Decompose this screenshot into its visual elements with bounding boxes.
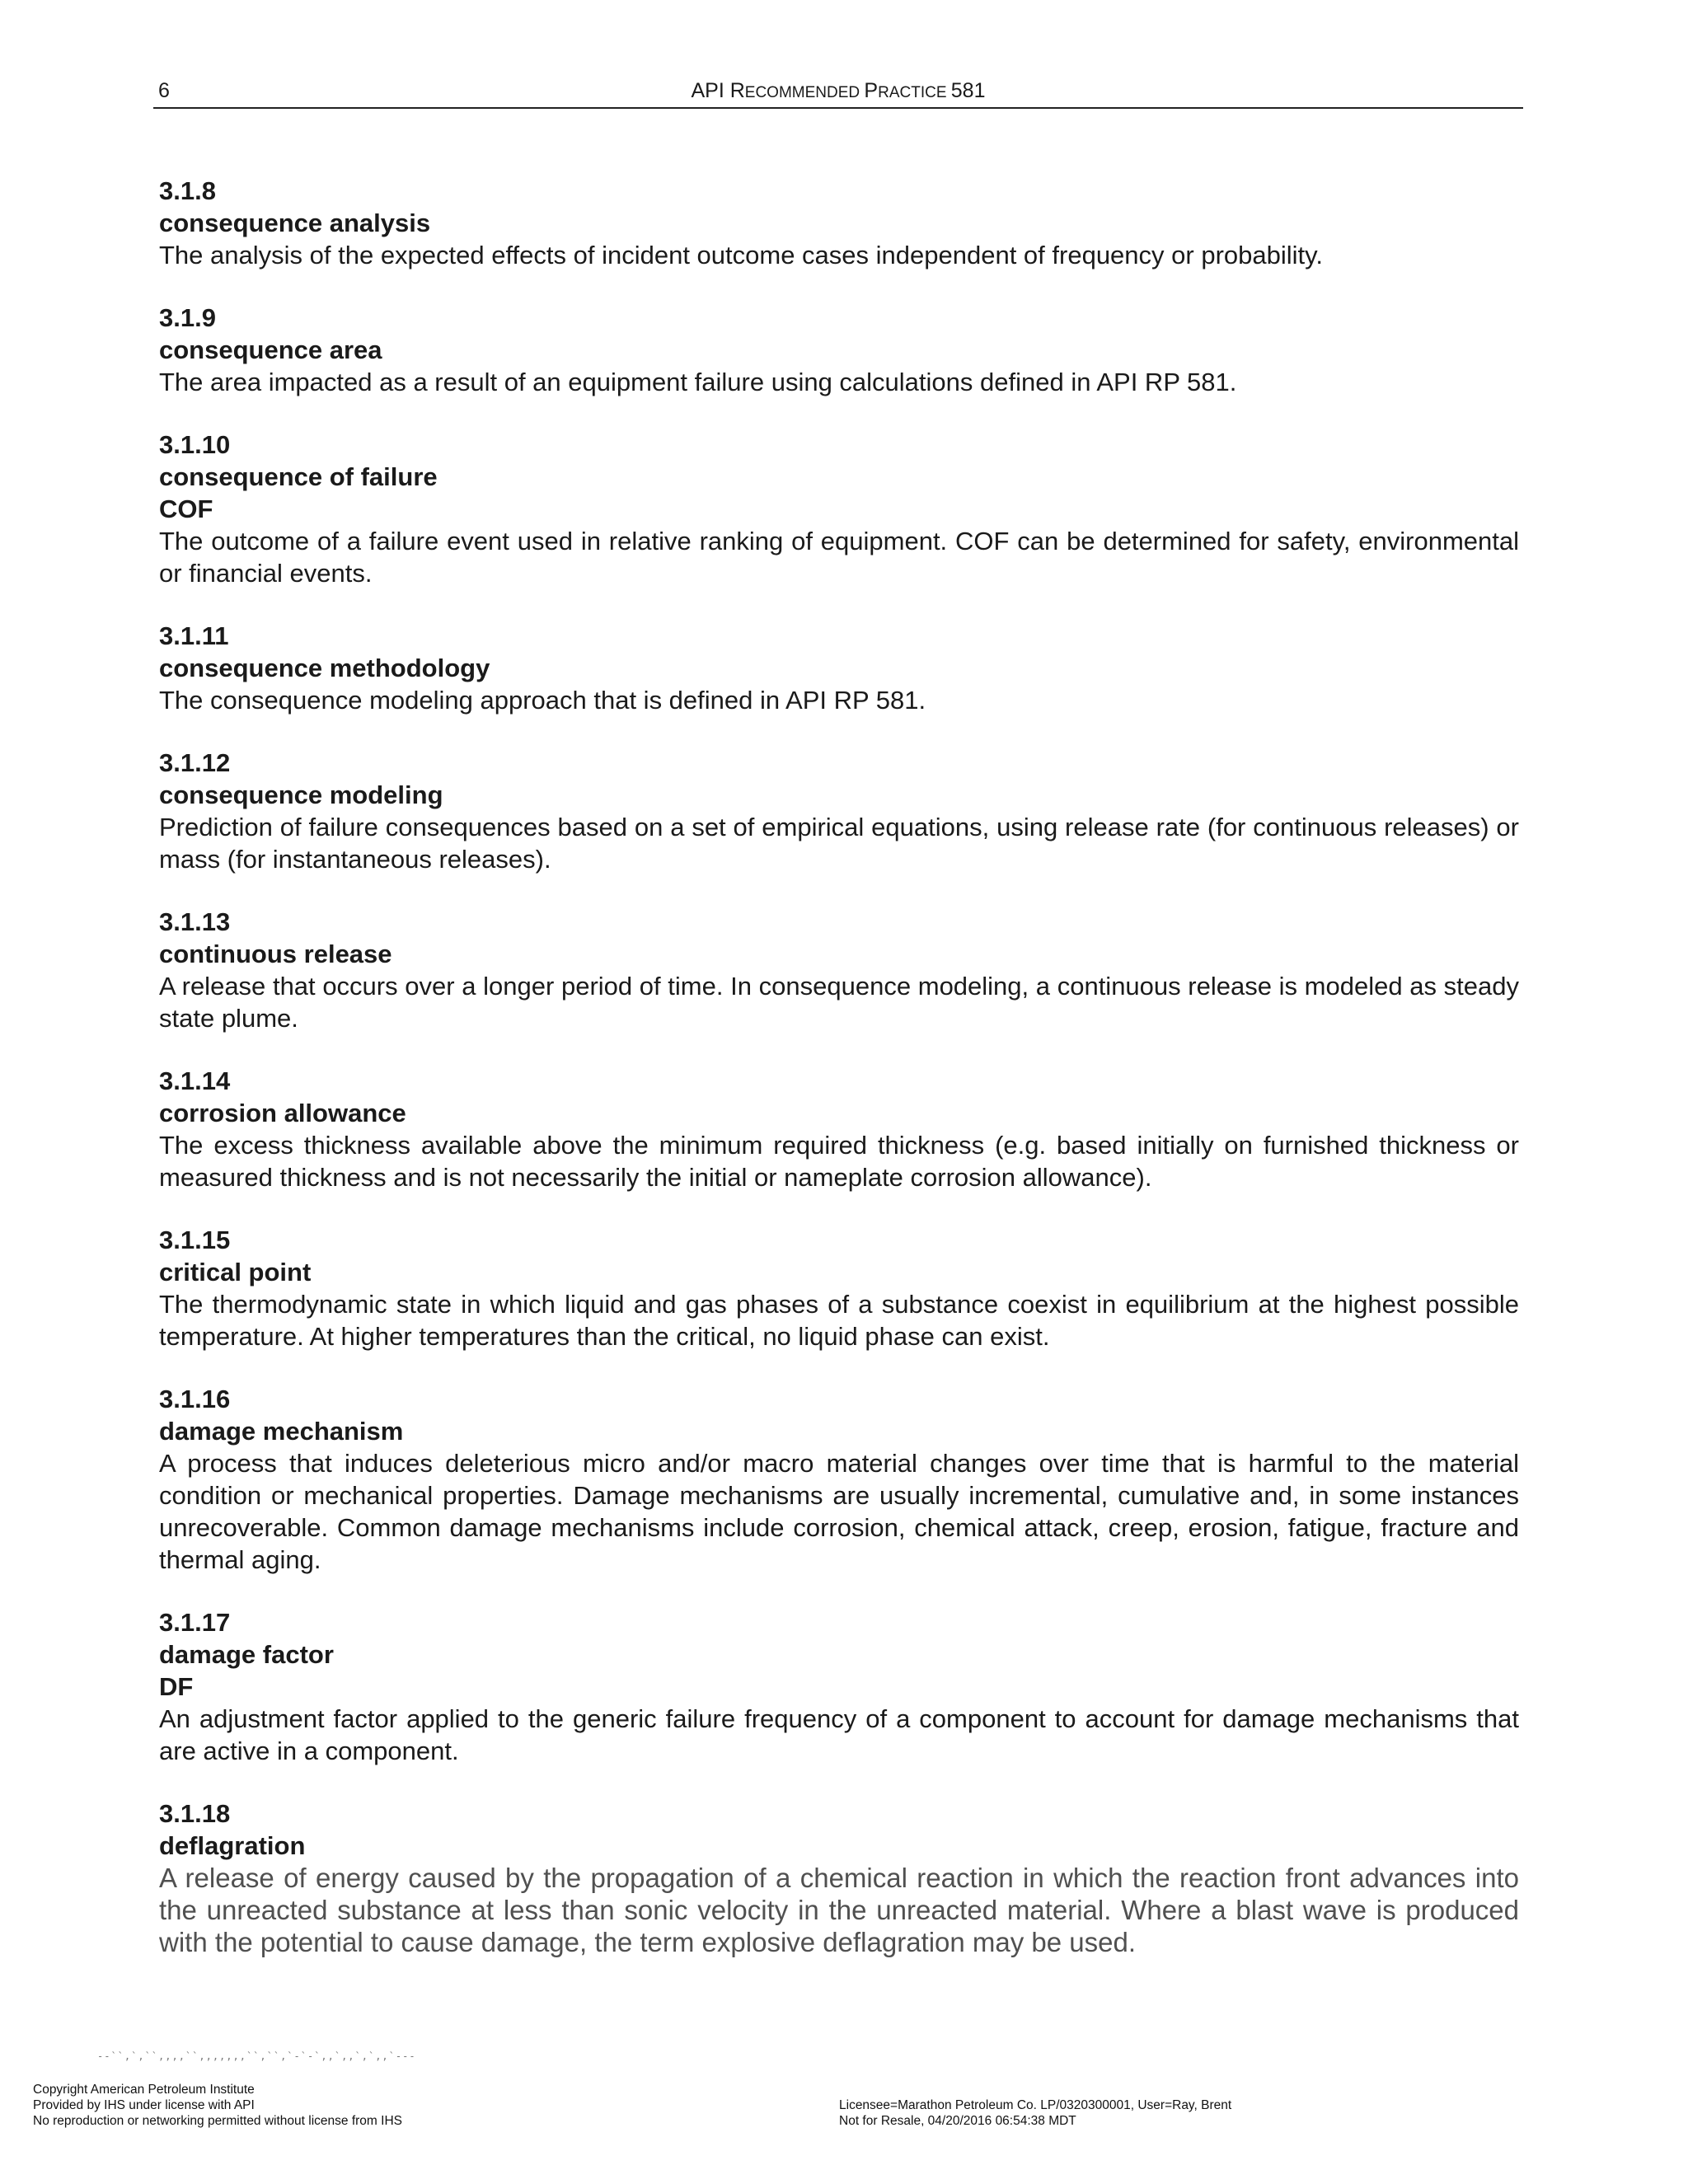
entry-definition: An adjustment factor applied to the generic failure frequency of a component to account for damage mechanisms that are active in a component. (159, 1704, 1519, 1765)
footer-line: No reproduction or networking permitted without license from IHS (33, 2114, 402, 2128)
entry-number: 3.1.13 (159, 907, 231, 936)
entry-number: 3.1.11 (159, 621, 229, 650)
entry-definition: The outcome of a failure event used in relative ranking of equipment. COF can be determined for safety, environmental or financial events. (159, 527, 1519, 588)
definition-entry (159, 1606, 1519, 1767)
entry-number: 3.1.9 (159, 303, 216, 332)
definition-entry (159, 429, 1519, 589)
entry-term: consequence of failure (159, 462, 438, 491)
page-header (153, 76, 1523, 109)
entry-term: consequence methodology (159, 654, 490, 682)
entry-abbreviation: COF (159, 494, 213, 523)
entry-definition: A process that induces deleterious micro and/or macro material changes over time that is harmful to the material condition or mechanical properties. Damage mechanisms are usually incremental, cumulative and, in some instances unrecoverable. Common damage mechanisms include corrosion, chemical attack, creep, erosion, fatigue, fracture and thermal aging. (159, 1449, 1519, 1574)
running-title (153, 79, 1523, 103)
entry-definition: The excess thickness available above the minimum required thickness (e.g. based initially on furnished thickness or measured thickness and is not necessarily the initial or nameplate corrosion allowance). (159, 1131, 1519, 1192)
entry-definition: The area impacted as a result of an equipment failure using calculations defined in API RP 581. (159, 368, 1237, 396)
entry-term: consequence area (159, 335, 382, 364)
title-part-4: RACTICE (878, 84, 951, 101)
entry-abbreviation: DF (159, 1672, 194, 1701)
definition-entry (159, 906, 1519, 1034)
definition-entry (159, 175, 1519, 271)
copyright-footer (33, 2082, 402, 2129)
title-part-5: 581 (950, 79, 986, 102)
entry-definition: A release that occurs over a longer period of time. In consequence modeling, a continuous release is modeled as steady state plume. (159, 972, 1519, 1033)
entry-number: 3.1.8 (159, 176, 216, 205)
entry-term: deflagration (159, 1831, 306, 1860)
entry-number: 3.1.12 (159, 748, 231, 777)
footer-line: Provided by IHS under license with API (33, 2098, 255, 2112)
definitions-list (159, 175, 1519, 1989)
definition-entry (159, 1797, 1519, 1958)
definition-entry (159, 620, 1519, 716)
footer-line: Not for Resale, 04/20/2016 06:54:38 MDT (839, 2114, 1076, 2128)
title-part-2: ECOMMENDED (744, 84, 865, 101)
entry-definition: Prediction of failure consequences based on a set of empirical equations, using release rate (for continuous releases) or mass (for instantaneous releases). (159, 813, 1519, 874)
title-part-3: P (864, 79, 879, 102)
license-footer (839, 2097, 1231, 2129)
definition-entry (159, 302, 1519, 398)
definition-entry (159, 1065, 1519, 1193)
entry-term: consequence modeling (159, 780, 443, 809)
title-part-1: API R (691, 79, 745, 102)
footer-line: Licensee=Marathon Petroleum Co. LP/0320300001, User=Ray, Brent (839, 2098, 1232, 2112)
definition-entry (159, 747, 1519, 875)
entry-definition: A release of energy caused by the propagation of a chemical reaction in which the reaction front advances into the unreacted substance at less than sonic velocity in the unreacted material. Where a blast wave is produced with the potential to cause damage, the term explosive deflagration may be used. (159, 1863, 1519, 1957)
entry-number: 3.1.18 (159, 1799, 231, 1828)
definition-entry (159, 1383, 1519, 1576)
entry-number: 3.1.17 (159, 1608, 231, 1637)
entry-number: 3.1.10 (159, 430, 231, 459)
entry-number: 3.1.16 (159, 1385, 231, 1413)
entry-term: damage mechanism (159, 1417, 404, 1446)
entry-definition: The consequence modeling approach that is defined in API RP 581. (159, 686, 926, 715)
definition-entry (159, 1224, 1519, 1352)
entry-term: consequence analysis (159, 209, 431, 237)
entry-term: critical point (159, 1258, 312, 1286)
entry-definition: The analysis of the expected effects of incident outcome cases independent of frequency or probability. (159, 241, 1323, 269)
entry-term: continuous release (159, 940, 392, 968)
entry-definition: The thermodynamic state in which liquid and gas phases of a substance coexist in equilibrium at the highest possible temperature. At higher temperatures than the critical, no liquid phase can exist. (159, 1290, 1519, 1351)
entry-number: 3.1.14 (159, 1066, 231, 1095)
entry-term: damage factor (159, 1640, 334, 1669)
page-number: 6 (158, 79, 170, 102)
entry-term: corrosion allowance (159, 1099, 406, 1127)
footer-line: Copyright American Petroleum Institute (33, 2083, 255, 2097)
scan-artifact: --``,`,``,,,,``,,,,,,,``,``,`-`-`,,`,,`,`,,`--- (97, 2050, 416, 2062)
entry-number: 3.1.15 (159, 1226, 231, 1254)
